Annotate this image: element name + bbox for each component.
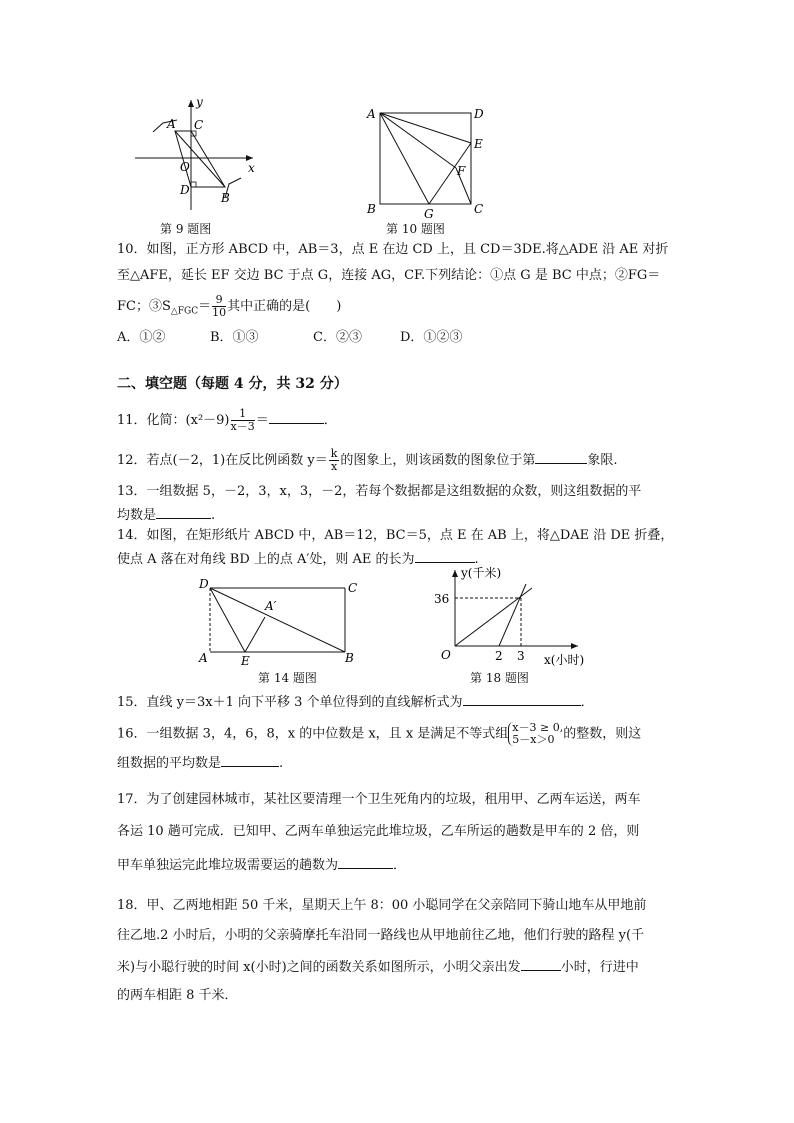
q10-option-a[interactable]: A．①② [117, 330, 166, 345]
fig10-label-d: D [474, 107, 484, 121]
q11-fraction [231, 408, 255, 433]
q10-option-c[interactable]: C．②③ [313, 330, 362, 345]
figure-14 [195, 572, 370, 668]
q10-option-b[interactable]: B．①③ [210, 330, 259, 345]
q10-frac-den: 10 [212, 306, 227, 319]
q18-line-1: 18．甲、乙两地相距 50 千米，星期天上午 8：00 小聪同学在父亲陪同下骑山地车从甲地前 [117, 898, 647, 913]
fig9-label-c: C [194, 118, 204, 132]
q11-frac-num: 1 [231, 408, 255, 421]
fig9-label-y: y [196, 95, 203, 109]
q12-post: 的图象上，则该函数的图象位于第 [340, 453, 536, 468]
q12-frac-num: k [330, 447, 338, 460]
q11-pre: 11．化简：(x²－9) [117, 413, 230, 428]
q10-line-1: 10．如图，正方形 ABCD 中，AB＝3，点 E 在边 CD 上，且 CD＝3DE.将△ADE 沿 AE 对折 [117, 242, 669, 257]
q10-line-3-pre: FC；③S [117, 299, 171, 314]
q10-option-d[interactable]: D．①②③ [400, 330, 463, 345]
fig9-label-o: O [180, 160, 190, 174]
q13-line-2: 均数是 . [117, 504, 215, 526]
q10-eq: ＝ [198, 299, 212, 314]
q16-pre: 16．一组数据 3，4，6，8，x 的中位数是 x，且 x 是满足不等式组 [117, 726, 509, 742]
fig9-label-x: x [248, 161, 255, 175]
fig14-label-a-prime: A′ [265, 599, 277, 613]
q11: 11．化简：(x²－9) $\frac{1}{x-3}$ ＝ ． [117, 407, 337, 433]
fig14-label-d: D [199, 577, 209, 591]
fig18-tick-2: 2 [495, 649, 503, 663]
fig14-label-b: B [345, 651, 354, 665]
q12-answer-blank[interactable] [535, 449, 587, 464]
figure-18 [430, 562, 600, 670]
q13-answer-blank[interactable] [156, 504, 211, 519]
q16-line-2-text: 组数据的平均数是 [117, 756, 222, 771]
fig18-x-axis-label: x(小时) [544, 653, 585, 667]
q13-line-2-text: 均数是 [117, 508, 157, 523]
fig10-caption: 第 10 题图 [386, 222, 445, 236]
figure-9 [125, 90, 265, 215]
fig10-label-e: E [474, 137, 483, 151]
fig10-label-c: C [474, 202, 484, 216]
q18-answer-blank[interactable] [521, 956, 561, 971]
q11-answer-blank[interactable] [269, 409, 324, 424]
fig14-label-a: A [199, 651, 208, 665]
fig18-y-axis-label: y(千米) [461, 566, 502, 580]
fig9-label-b: B [221, 191, 230, 205]
q17-answer-blank[interactable] [338, 854, 393, 869]
q18-line-3 [117, 956, 639, 978]
q17-line-1: 17．为了创建园林城市，某社区要清理一个卫生死角内的垃圾，租用甲、乙两车运送，两车 [117, 792, 641, 807]
q16-ineq-1: x－3 ≥ 0, [512, 721, 564, 734]
q18-line-2: 往乙地.2 小时后，小明的父亲骑摩托车沿同一路线也从甲地前往乙地，他们行驶的路程 y(千 [117, 928, 645, 943]
q17-line-2: 各运 10 趟可完成．已知甲、乙两车单独运完此堆垃圾，乙车所运的趟数是甲车的 2 倍，则 [117, 824, 640, 839]
q16-answer-blank[interactable] [221, 752, 279, 767]
q14-line-1: 14．如图，在矩形纸片 ABCD 中，AB＝12，BC＝5，点 E 在 AB 上，将△DAE 沿 DE 折叠， [117, 528, 674, 543]
q15-answer-blank[interactable] [463, 691, 581, 706]
fig9-label-a: A [167, 117, 176, 131]
q16-line-1 [117, 722, 641, 746]
fig18-tick-3: 3 [517, 649, 525, 663]
fig10-label-a: A [367, 107, 376, 121]
q15: 15．直线 y＝3x＋1 向下平移 3 个单位得到的直线解析式为 ． [117, 691, 594, 713]
fig14-label-e: E [241, 654, 250, 668]
q16-line-2: 组数据的平均数是 . [117, 752, 283, 774]
fig18-tick-36: 36 [434, 592, 450, 606]
q12-fraction [329, 448, 340, 473]
q14-answer-blank[interactable] [415, 548, 475, 563]
q12 [117, 448, 618, 473]
q18-line-4: 的两车相距 8 千米． [117, 988, 238, 1003]
q12-pre: 12．若点(－2，1)在反比例函数 y＝ [117, 453, 328, 468]
q11-post: ＝ [255, 413, 269, 428]
q10-line-3 [117, 294, 341, 322]
fig10-label-f: F [457, 164, 466, 178]
figure-10 [362, 103, 492, 221]
q10-fraction [212, 294, 226, 319]
q18-line-3-pre: 米)与小聪行驶的时间 x(小时)之间的函数关系如图所示，小明父亲出发 [117, 960, 521, 975]
q10-line-3-post: 其中正确的是( ) [227, 299, 342, 314]
fig9-caption: 第 9 题图 [160, 222, 212, 236]
q16-post: 的整数，则这 [563, 726, 642, 742]
fig18-label-o: O [441, 648, 451, 662]
q10-frac-num: 9 [212, 294, 226, 307]
q14-line-2-text: 使点 A 落在对角线 BD 上的点 A′处，则 AE 的长为 [117, 552, 415, 567]
section-2-title: 二、填空题（每题 4 分，共 32 分） [117, 376, 348, 392]
q14-line-2: 使点 A 落在对角线 BD 上的点 A′处，则 AE 的长为 . [117, 548, 479, 570]
q16-inequality-system [508, 722, 563, 746]
fig14-label-c: C [348, 581, 358, 595]
q17-line-3: 甲车单独运完此堆垃圾需要运的趟数为 ． [117, 854, 406, 876]
q12-end: 象限. [587, 453, 618, 468]
fig14-caption: 第 14 题图 [258, 671, 317, 685]
q10-line-2: 至△AFE，延长 EF 交边 BC 于点 G，连接 AG，CF.下列结论：①点 G 是 BC 中点；②FG＝ [117, 268, 661, 283]
q16-ineq-2: 5－x＞0 [512, 733, 555, 746]
fig18-caption: 第 18 题图 [470, 671, 529, 685]
fig10-label-g: G [424, 207, 434, 221]
q17-line-3-text: 甲车单独运完此堆垃圾需要运的趟数为 [117, 858, 339, 873]
q13-line-1: 13．一组数据 5，－2，3，x，3，－2，若每个数据都是这组数据的众数，则这组数据的平 [117, 484, 642, 499]
fig9-label-d: D [180, 183, 190, 197]
q15-text: 15．直线 y＝3x＋1 向下平移 3 个单位得到的直线解析式为 [117, 695, 463, 710]
q10-s-subscript: △FGC [170, 306, 199, 317]
q18-line-3-post: 小时，行进中 [560, 960, 639, 975]
fig10-label-b: B [367, 202, 376, 216]
q11-frac-den: x－3 [230, 420, 255, 433]
q12-frac-den: x [330, 460, 338, 473]
